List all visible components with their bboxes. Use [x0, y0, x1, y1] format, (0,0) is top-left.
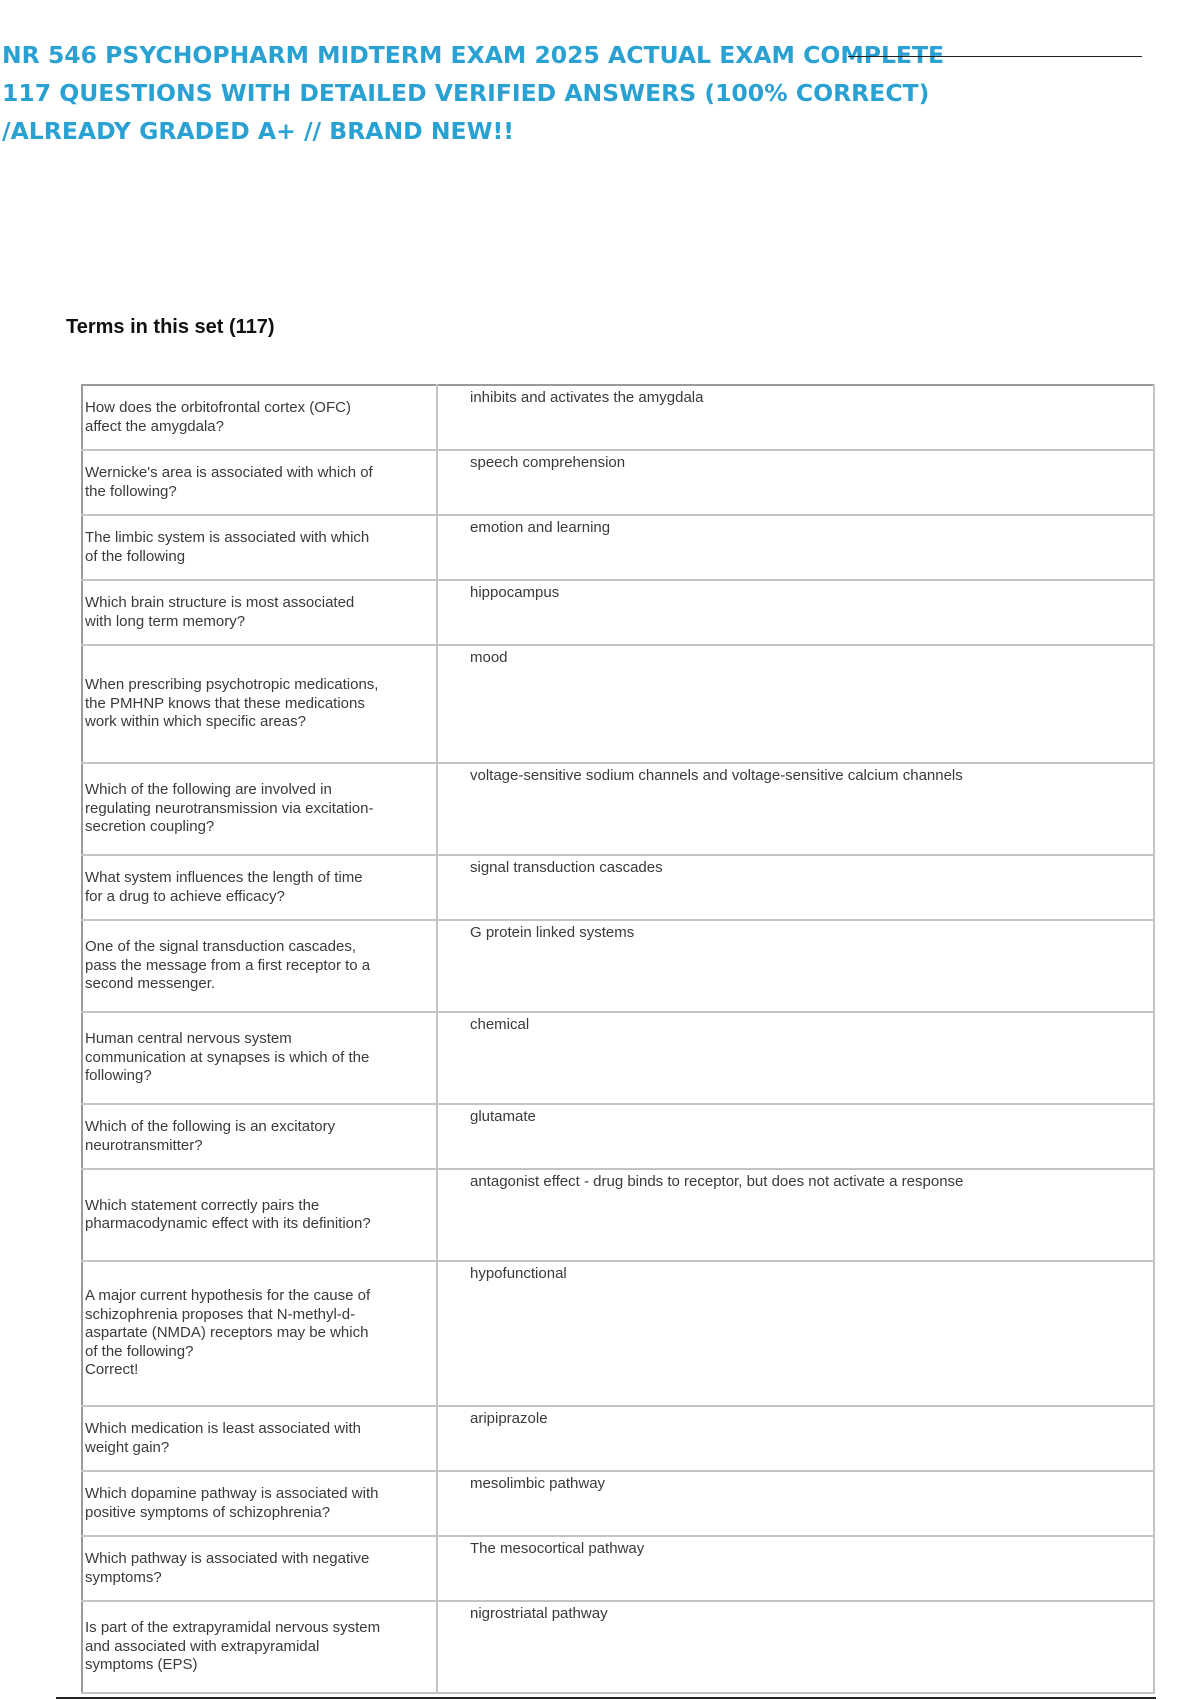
- term-answer: nigrostriatal pathway: [437, 1601, 1154, 1693]
- term-question: What system influences the length of time for a drug to achieve efficacy?: [82, 855, 437, 920]
- terms-table: [81, 384, 1155, 1694]
- term-answer: hypofunctional: [437, 1261, 1154, 1406]
- term-row: [82, 855, 1154, 920]
- terms-heading: Terms in this set (117): [66, 316, 275, 338]
- term-row: [82, 1471, 1154, 1536]
- term-question: Human central nervous system communication at synapses is which of the following?: [82, 1012, 437, 1104]
- term-question: One of the signal transduction cascades, pass the message from a first receptor to a second messenger.: [82, 920, 437, 1012]
- term-question: Which brain structure is most associated with long term memory?: [82, 580, 437, 645]
- term-question: Which of the following is an excitatory neurotransmitter?: [82, 1104, 437, 1169]
- term-question: Which of the following are involved in regulating neurotransmission via excitation- secretion coupling?: [82, 763, 437, 855]
- term-row: [82, 1406, 1154, 1471]
- term-question: When prescribing psychotropic medications, the PMHNP knows that these medications work within which specific areas?: [82, 645, 437, 763]
- term-row: [82, 645, 1154, 763]
- term-question: Which pathway is associated with negative symptoms?: [82, 1536, 437, 1601]
- document-title: [2, 36, 1142, 150]
- term-question: A major current hypothesis for the cause of schizophrenia proposes that N-methyl-d- aspartate (NMDA) receptors may be which of the following? Correct!: [82, 1261, 437, 1406]
- term-row: [82, 1104, 1154, 1169]
- term-answer: signal transduction cascades: [437, 855, 1154, 920]
- term-row: [82, 385, 1154, 450]
- term-answer: The mesocortical pathway: [437, 1536, 1154, 1601]
- term-row: [82, 1536, 1154, 1601]
- term-answer: aripiprazole: [437, 1406, 1154, 1471]
- term-question: Which medication is least associated with weight gain?: [82, 1406, 437, 1471]
- term-answer: mood: [437, 645, 1154, 763]
- page-bottom-divider: [56, 1697, 1156, 1699]
- term-answer: antagonist effect - drug binds to receptor, but does not activate a response: [437, 1169, 1154, 1261]
- term-answer: speech comprehension: [437, 450, 1154, 515]
- term-answer: hippocampus: [437, 580, 1154, 645]
- term-row: [82, 580, 1154, 645]
- title-divider: [848, 56, 1142, 57]
- term-answer: glutamate: [437, 1104, 1154, 1169]
- term-row: [82, 1261, 1154, 1406]
- term-answer: emotion and learning: [437, 515, 1154, 580]
- term-question: Which statement correctly pairs the pharmacodynamic effect with its definition?: [82, 1169, 437, 1261]
- term-row: [82, 450, 1154, 515]
- term-answer: chemical: [437, 1012, 1154, 1104]
- term-answer: voltage-sensitive sodium channels and voltage-sensitive calcium channels: [437, 763, 1154, 855]
- term-question: Wernicke's area is associated with which of the following?: [82, 450, 437, 515]
- term-question: Is part of the extrapyramidal nervous system and associated with extrapyramidal symptoms (EPS): [82, 1601, 437, 1693]
- document-title-line-1: NR 546 PSYCHOPHARM MIDTERM EXAM 2025 ACTUAL EXAM COMPLETE: [2, 41, 945, 69]
- document-title-line-3: /ALREADY GRADED A+ // BRAND NEW!!: [2, 117, 514, 145]
- term-row: [82, 515, 1154, 580]
- term-row: [82, 1012, 1154, 1104]
- term-answer: G protein linked systems: [437, 920, 1154, 1012]
- term-row: [82, 920, 1154, 1012]
- term-row: [82, 1169, 1154, 1261]
- document-title-line-2: 117 QUESTIONS WITH DETAILED VERIFIED ANSWERS (100% CORRECT): [2, 79, 930, 107]
- term-question: Which dopamine pathway is associated with positive symptoms of schizophrenia?: [82, 1471, 437, 1536]
- term-question: The limbic system is associated with which of the following: [82, 515, 437, 580]
- term-row: [82, 1601, 1154, 1693]
- term-row: [82, 763, 1154, 855]
- term-answer: inhibits and activates the amygdala: [437, 385, 1154, 450]
- term-question: How does the orbitofrontal cortex (OFC) affect the amygdala?: [82, 385, 437, 450]
- term-answer: mesolimbic pathway: [437, 1471, 1154, 1536]
